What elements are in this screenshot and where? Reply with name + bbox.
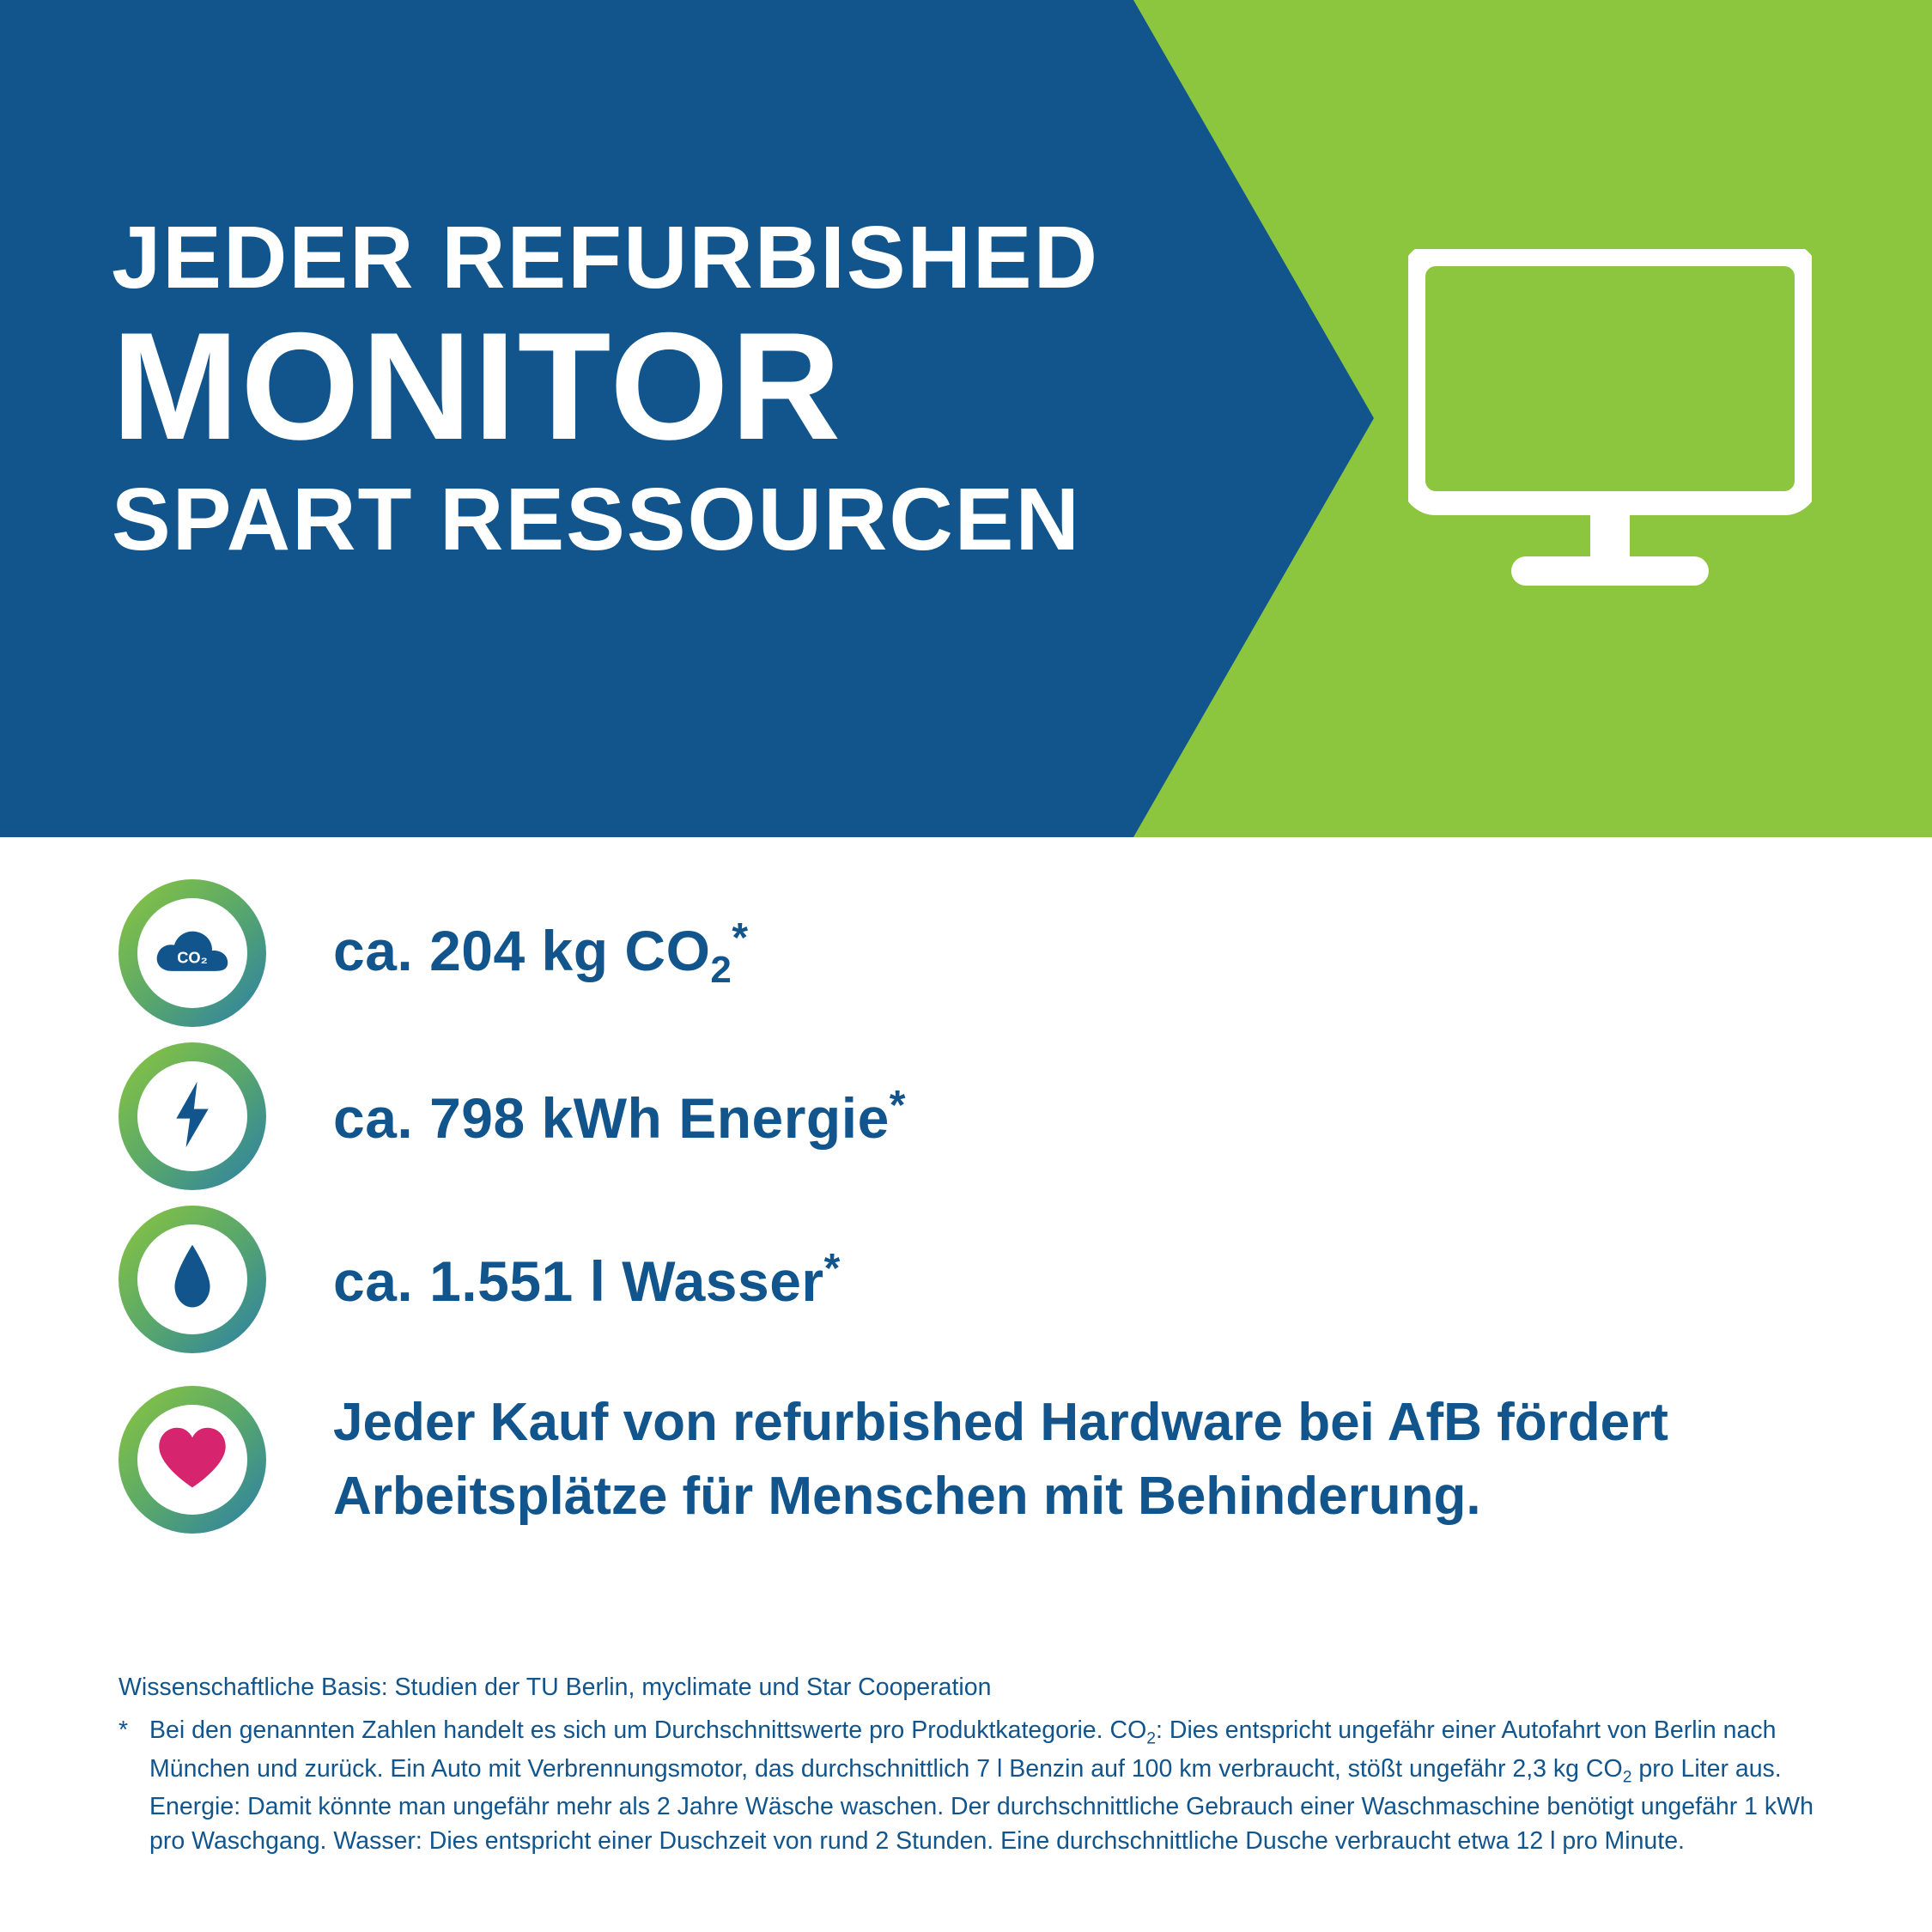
footnote-body-sub2: 2	[1622, 1767, 1632, 1787]
footnote-basis: Wissenschaftliche Basis: Studien der TU Berlin, myclimate und Star Cooperation	[118, 1674, 992, 1701]
fact-row-co2	[0, 872, 1932, 1035]
footnote-body	[149, 1713, 1827, 1858]
header-line-top: JEDER REFURBISHED	[112, 208, 1100, 307]
fact-label-water	[333, 1245, 841, 1314]
fact-row-water	[0, 1198, 1932, 1361]
badge-inner-water	[137, 1224, 247, 1334]
co2-cloud-icon	[153, 924, 232, 983]
fact-co2-subscript: 2	[710, 949, 732, 991]
monitor-icon	[1408, 249, 1812, 610]
fact-label-energy	[333, 1082, 906, 1151]
heart-icon	[155, 1424, 230, 1497]
badge-co2	[118, 879, 266, 1027]
header-line-main: MONITOR	[112, 301, 843, 471]
fact-row-energy	[0, 1035, 1932, 1198]
water-drop-icon	[168, 1242, 216, 1318]
fact-co2-text: ca. 204 kg CO	[333, 919, 711, 982]
fact-energy-text: ca. 798 kWh Energie	[333, 1086, 890, 1150]
fact-row-highlight	[0, 1361, 1932, 1558]
footnote-body-sub1: 2	[1146, 1729, 1157, 1749]
header-title-block	[112, 208, 1125, 568]
fact-water-asterisk: *	[823, 1246, 841, 1291]
badge-highlight	[118, 1386, 266, 1534]
badge-inner-co2	[137, 898, 247, 1008]
lightning-bolt-icon	[167, 1078, 217, 1155]
footnote-body-part2: : Dies entspricht ungefähr einer Autofahrt von Berlin nach München und zurück. Ein Auto mit Verbrennungsmotor, das durchschnittlich 7 l Benzin auf 100 km verbraucht, stößt ungefähr 2,3 kg CO	[149, 1716, 1777, 1783]
footnote-body-part1: Bei den genannten Zahlen handelt es sich um Durchschnittswerte pro Produktkategorie. CO	[149, 1716, 1147, 1745]
fact-co2-asterisk: *	[732, 915, 749, 961]
fact-water-text: ca. 1.551 l Wasser	[333, 1249, 824, 1313]
badge-inner-highlight	[137, 1405, 247, 1515]
fact-label-co2	[333, 914, 749, 992]
svg-text:CO₂: CO₂	[177, 948, 208, 967]
footnote-asterisk: *	[118, 1716, 129, 1745]
badge-water	[118, 1206, 266, 1353]
badge-inner-energy	[137, 1061, 247, 1171]
header-line-bottom: SPART RESSOURCEN	[112, 470, 1081, 568]
footnotes	[118, 1670, 1827, 1859]
facts-list	[0, 872, 1932, 1558]
footnote-star-block	[118, 1713, 1827, 1858]
header-banner	[0, 0, 1932, 837]
footnote-body-part3: pro Liter aus. Energie: Damit könnte man ungefähr mehr als 2 Jahre Wäsche waschen. Der durchschnittliche Gebrauch einer Waschmaschine benötigt ungefähr 1 kWh pro Waschgang. Wasser: Dies entspricht einer Duschzeit von rund 2 Stunden. Eine durchschnittliche Dusche verbraucht etwa 12 l pro Minute.	[149, 1754, 1814, 1856]
highlight-text: Jeder Kauf von refurbished Hardware bei AfB fördert Arbeitsplätze für Menschen mit Behinderung.	[333, 1393, 1668, 1526]
fact-energy-asterisk: *	[889, 1083, 906, 1128]
badge-energy	[118, 1042, 266, 1190]
